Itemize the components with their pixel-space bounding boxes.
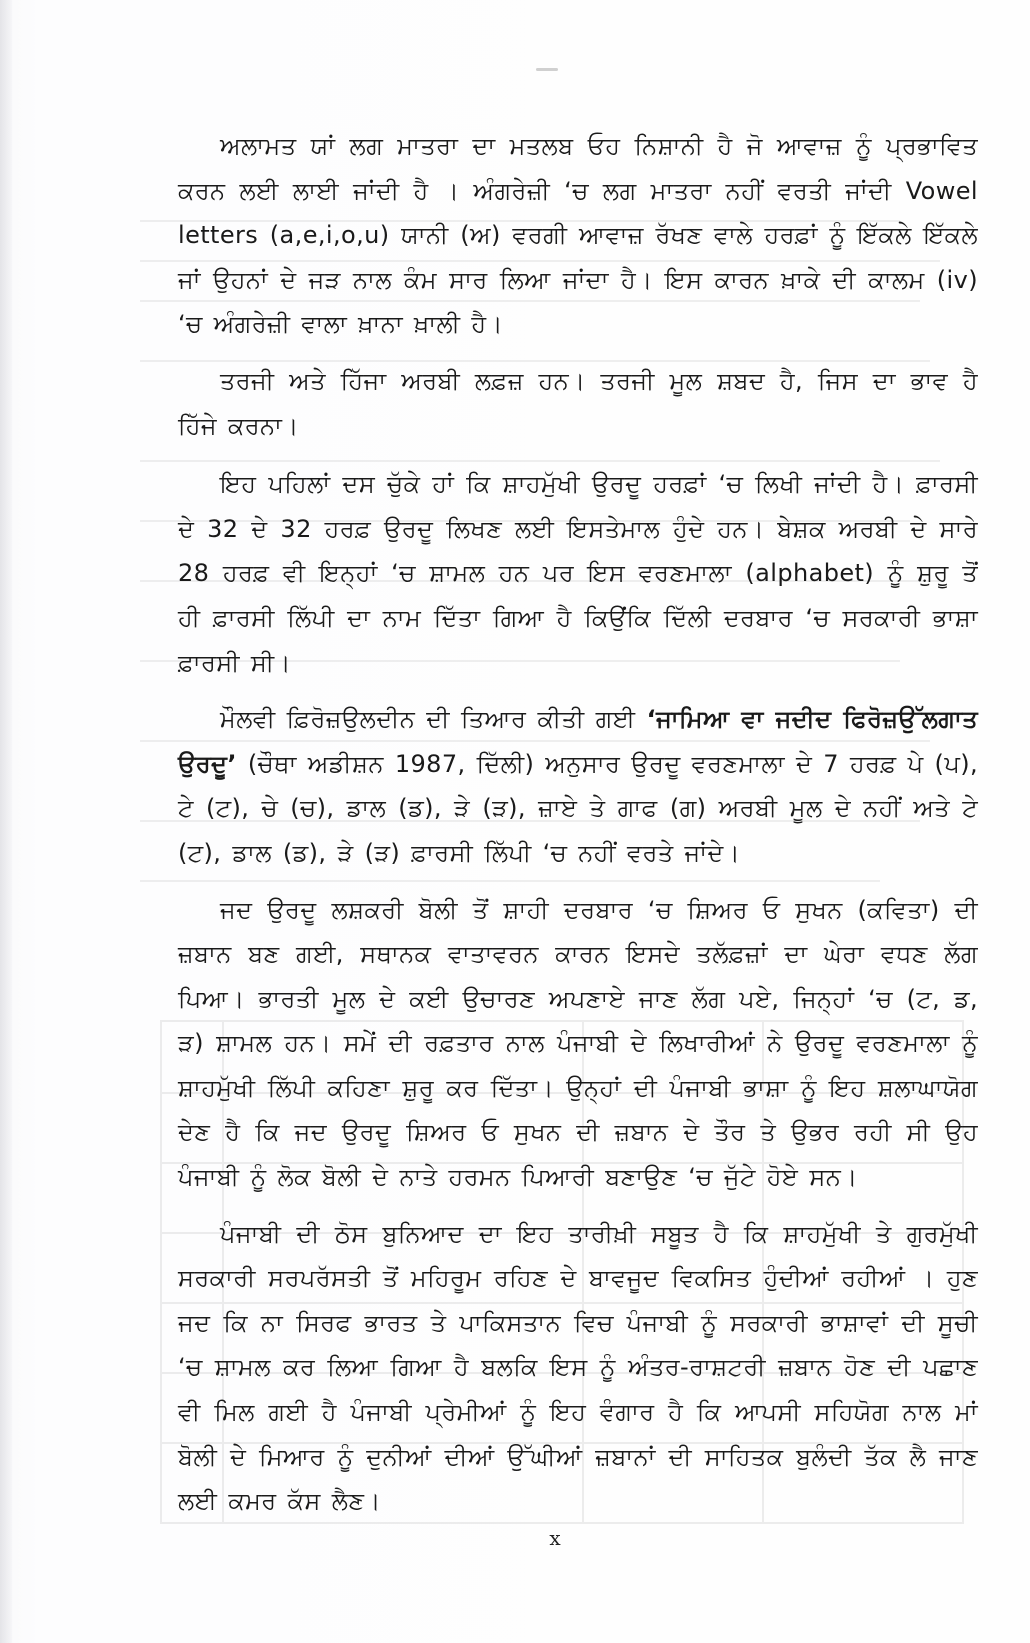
paragraph-shahmukhi-urdu: ਇਹ ਪਹਿਲਾਂ ਦਸ ਚੁੱਕੇ ਹਾਂ ਕਿ ਸ਼ਾਹਮੁੱਖੀ ਉਰਦੂ ਹਰਫ਼ਾਂ ‘ਚ ਲਿਖੀ ਜਾਂਦੀ ਹੈ। ਫ਼ਾਰਸੀ ਦੇ 32 ਦੇ 32 ਹਰਫ਼ ਉਰਦੂ ਲਿਖਣ ਲਈ ਇਸਤੇਮਾਲ ਹੁੰਦੇ ਹਨ। ਬੇਸ਼ਕ ਅਰਬੀ ਦੇ ਸਾਰੇ 28 ਹਰਫ਼ ਵੀ ਇਨ੍ਹਾਂ ‘ਚ ਸ਼ਾਮਲ ਹਨ ਪਰ ਇਸ ਵਰਣਮਾਲਾ (alphabet) ਨੂੰ ਸ਼ੁਰੂ ਤੋਂ ਹੀ ਫ਼ਾਰਸੀ ਲਿੱਪੀ ਦਾ ਨਾਮ ਦਿੱਤਾ ਗਿਆ ਹੈ ਕਿਉਂਕਿ ਦਿੱਲੀ ਦਰਬਾਰ ‘ਚ ਸਰਕਾਰੀ ਭਾਸ਼ਾ ਫ਼ਾਰਸੀ ਸੀ। — [178, 470, 978, 677]
page-edge-shadow — [0, 0, 12, 1643]
paragraph-vowel-signs: ਅਲਾਮਤ ਯਾਂ ਲਗ ਮਾਤਰਾ ਦਾ ਮਤਲਬ ਓਹ ਨਿਸ਼ਾਨੀ ਹੈ ਜੋ ਆਵਾਜ਼ ਨੂੰ ਪ੍ਰਭਾਵਿਤ ਕਰਨ ਲਈ ਲਾਈ ਜਾਂਦੀ ਹੈ । ਅੰਗਰੇਜ਼ੀ ‘ਚ ਲਗ ਮਾਤਰਾ ਨਹੀਂ ਵਰਤੀ ਜਾਂਦੀ Vowel letters (a,e,i,o,u) ਯਾਨੀ (ਅ) ਵਰਗੀ ਆਵਾਜ਼ ਰੱਖਣ ਵਾਲੇ ਹਰਫ਼ਾਂ ਨੂੰ ਇੱਕਲੇ ਇੱਕਲੇ ਜਾਂ ਉਹਨਾਂ ਦੇ ਜੜ ਨਾਲ ਕੰਮ ਸਾਰ ਲਿਆ ਜਾਂਦਾ ਹੈ। ਇਸ ਕਾਰਨ ਖ਼ਾਕੇ ਦੀ ਕਾਲਮ (iv) ‘ਚ ਅੰਗਰੇਜ਼ੀ ਵਾਲਾ ਖ਼ਾਨਾ ਖ਼ਾਲੀ ਹੈ। — [178, 132, 978, 339]
dictionary-title: ‘ਜਾਮਿਆ ਵਾ ਜਦੀਦ ਫਿਰੋਜ਼ਉੱਲਗਾਤ ਉਰਦੂ’ — [178, 705, 978, 778]
body-text — [178, 124, 978, 1536]
scan-speck — [536, 68, 558, 71]
paragraph-firozullugat — [178, 697, 978, 875]
paragraph-firozullugat-lead: ਮੌਲਵੀ ਫ਼ਿਰੋਜ਼ਉਲਦੀਨ ਦੀ ਤਿਆਰ ਕੀਤੀ ਗਈ — [220, 705, 647, 734]
paragraph-punjabi-foundation: ਪੰਜਾਬੀ ਦੀ ਠੋਸ ਬੁਨਿਆਦ ਦਾ ਇਹ ਤਾਰੀਖ਼ੀ ਸਬੂਤ ਹੈ ਕਿ ਸ਼ਾਹਮੁੱਖੀ ਤੇ ਗੁਰਮੁੱਖੀ ਸਰਕਾਰੀ ਸਰਪਰੱਸਤੀ ਤੋਂ ਮਹਿਰੂਮ ਰਹਿਣ ਦੇ ਬਾਵਜੂਦ ਵਿਕਸਿਤ ਹੁੰਦੀਆਂ ਰਹੀਆਂ । ਹੁਣ ਜਦ ਕਿ ਨਾ ਸਿਰਫ ਭਾਰਤ ਤੇ ਪਾਕਿਸਤਾਨ ਵਿਚ ਪੰਜਾਬੀ ਨੂੰ ਸਰਕਾਰੀ ਭਾਸ਼ਾਵਾਂ ਦੀ ਸੂਚੀ ‘ਚ ਸ਼ਾਮਲ ਕਰ ਲਿਆ ਗਿਆ ਹੈ ਬਲਕਿ ਇਸ ਨੂੰ ਅੰਤਰ-ਰਾਸ਼ਟਰੀ ਜ਼ਬਾਨ ਹੋਣ ਦੀ ਪਛਾਣ ਵੀ ਮਿਲ ਗਈ ਹੈ ਪੰਜਾਬੀ ਪ੍ਰੇਮੀਆਂ ਨੂੰ ਇਹ ਵੰਗਾਰ ਹੈ ਕਿ ਆਪਸੀ ਸਹਿਯੋਗ ਨਾਲ ਮਾਂ ਬੋਲੀ ਦੇ ਮਿਆਰ ਨੂੰ ਦੁਨੀਆਂ ਦੀਆਂ ਉੱਘੀਆਂ ਜ਼ਬਾਨਾਂ ਦੀ ਸਾਹਿਤਕ ਬੁਲੰਦੀ ਤੱਕ ਲੈ ਜਾਣ ਲਈ ਕਮਰ ਕੱਸ ਲੈਣ। — [178, 1219, 978, 1516]
paragraph-firozullugat-rest: (ਚੌਥਾ ਅਡੀਸ਼ਨ 1987, ਦਿੱਲੀ) ਅਨੁਸਾਰ ਉਰਦੂ ਵਰਣਮਾਲਾ ਦੇ 7 ਹਰਫ਼ ਪੇ (ਪ), ਟੇ (ਟ), ਚੇ (ਚ), ਡਾਲ (ਡ), ੜੇ (ੜ), ਜ਼ਾਏ ਤੇ ਗਾਫ (ਗ) ਅਰਬੀ ਮੂਲ ਦੇ ਨਹੀਂ ਅਤੇ ਟੇ (ਟ), ਡਾਲ (ਡ), ੜੇ (ੜ) ਫ਼ਾਰਸੀ ਲਿੱਪੀ ‘ਚ ਨਹੀਂ ਵਰਤੇ ਜਾਂਦੇ। — [178, 749, 978, 867]
paragraph-tarji-hijja: ਤਰਜੀ ਅਤੇ ਹਿੱਜਾ ਅਰਬੀ ਲਫ਼ਜ਼ ਹਨ। ਤਰਜੀ ਮੂਲ ਸ਼ਬਦ ਹੈ, ਜਿਸ ਦਾ ਭਾਵ ਹੈ ਹਿੱਜੇ ਕਰਨਾ। — [178, 366, 978, 440]
paragraph-urdu-court-language: ਜਦ ਉਰਦੂ ਲਸ਼ਕਰੀ ਬੋਲੀ ਤੋਂ ਸ਼ਾਹੀ ਦਰਬਾਰ ‘ਚ ਸ਼ਿਅਰ ਓ ਸੁਖਨ (ਕਵਿਤਾ) ਦੀ ਜ਼ਬਾਨ ਬਣ ਗਈ, ਸਥਾਨਕ ਵਾਤਾਵਰਨ ਕਾਰਨ ਇਸਦੇ ਤਲੱਫ਼ਜ਼ਾਂ ਦਾ ਘੇਰਾ ਵਧਣ ਲੱਗ ਪਿਆ। ਭਾਰਤੀ ਮੂਲ ਦੇ ਕਈ ਉਚਾਰਣ ਅਪਣਾਏ ਜਾਣ ਲੱਗ ਪਏ, ਜਿਨ੍ਹਾਂ ‘ਚ (ਟ, ਡ, ੜ) ਸ਼ਾਮਲ ਹਨ। ਸਮੇਂ ਦੀ ਰਫ਼ਤਾਰ ਨਾਲ ਪੰਜਾਬੀ ਦੇ ਲਿਖਾਰੀਆਂ ਨੇ ਉਰਦੂ ਵਰਣਮਾਲਾ ਨੂੰ ਸ਼ਾਹਮੁੱਖੀ ਲਿੱਪੀ ਕਹਿਣਾ ਸ਼ੁਰੂ ਕਰ ਦਿੱਤਾ। ਉਨ੍ਹਾਂ ਦੀ ਪੰਜਾਬੀ ਭਾਸ਼ਾ ਨੂੰ ਇਹ ਸ਼ਲਾਘਾਯੋਗ ਦੇਣ ਹੈ ਕਿ ਜਦ ਉਰਦੂ ਸ਼ਿਅਰ ਓ ਸੁਖਨ ਦੀ ਜ਼ਬਾਨ ਦੇ ਤੌਰ ਤੇ ਉਭਰ ਰਹੀ ਸੀ ਉਹ ਪੰਜਾਬੀ ਨੂੰ ਲੋਕ ਬੋਲੀ ਦੇ ਨਾਤੇ ਹਰਮਨ ਪਿਆਰੀ ਬਣਾਉਣ ‘ਚ ਜੁੱਟੇ ਹੋਏ ਸਨ। — [178, 895, 978, 1192]
page-number: x — [549, 1526, 561, 1550]
